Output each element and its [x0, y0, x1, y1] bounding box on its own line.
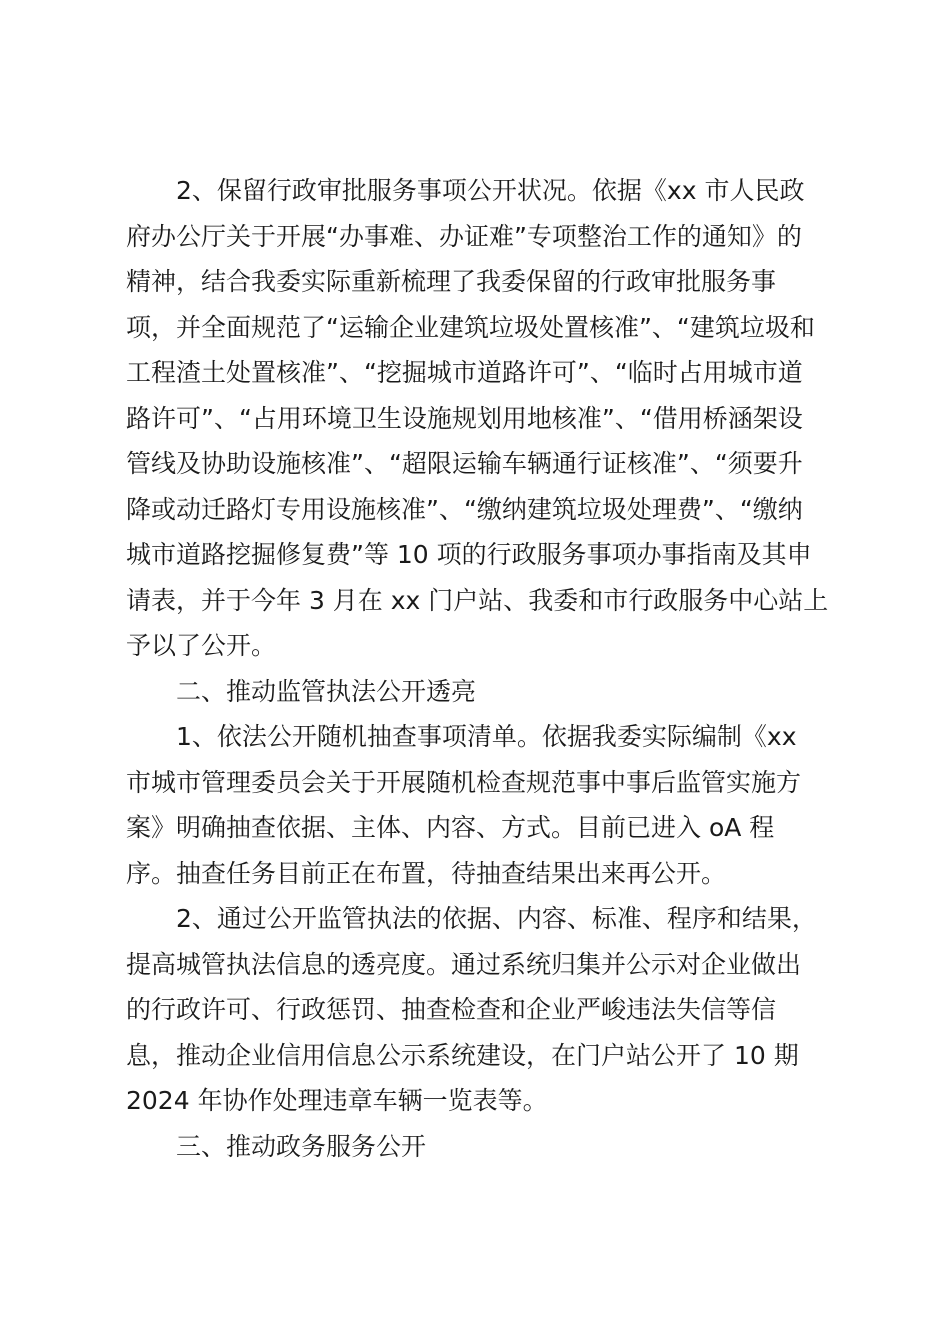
paragraph-line: 工程渣土处置核准”、“挖掘城市道路许可”、“临时占用城市道 — [126, 358, 803, 387]
paragraph-line: 管线及协助设施核准”、“超限运输车辆通行证核准”、“须要升 — [126, 449, 803, 478]
paragraph-line: 案》明确抽查依据、主体、内容、方式。目前已进入 oA 程 — [126, 813, 775, 842]
paragraph-line: 2024 年协作处理违章车辆一览表等。 — [126, 1086, 548, 1115]
section-heading: 三、推动政务服务公开 — [176, 1131, 427, 1161]
paragraph-line: 的行政许可、行政惩罚、抽查检查和企业严峻违法失信等信 — [126, 995, 777, 1024]
paragraph-line: 路许可”、“占用环境卫生设施规划用地核准”、“借用桥涵架设 — [126, 403, 803, 433]
section-heading: 二、推动监管执法公开透亮 — [176, 676, 477, 706]
paragraph-line: 提高城管执法信息的透亮度。通过系统归集并公示对企业做出 — [126, 949, 802, 979]
paragraph-line: 请表，并于今年 3 月在 xx 门户站、我委和市行政服务中心站上 — [126, 585, 829, 615]
paragraph-line: 降或动迁路灯专用设施核准”、“缴纳建筑垃圾处理费”、“缴纳 — [126, 494, 803, 524]
paragraph-line: 城市道路挖掘修复费”等 10 项的行政服务事项办事指南及其申 — [126, 540, 812, 569]
paragraph-line: 1、依法公开随机抽查事项清单。依据我委实际编制《xx — [176, 722, 797, 751]
paragraph-line: 2、通过公开监管执法的依据、内容、标准、程序和结果， — [176, 904, 817, 933]
paragraph-line: 序。抽查任务目前正在布置，待抽查结果出来再公开。 — [126, 858, 727, 888]
paragraph-line: 市城市管理委员会关于开展随机检查规范事中事后监管实施方 — [126, 767, 802, 797]
paragraph-line: 府办公厅关于开展“办事难、办证难”专项整治工作的通知》的 — [126, 221, 802, 251]
paragraph-line: 2、保留行政审批服务事项公开状况。依据《xx 市人民政 — [176, 176, 805, 205]
paragraph-line: 予以了公开。 — [126, 631, 277, 660]
paragraph-line: 项，并全面规范了“运输企业建筑垃圾处置核准”、“建筑垃圾和 — [126, 312, 815, 342]
paragraph-line: 精神，结合我委实际重新梳理了我委保留的行政审批服务事 — [126, 267, 777, 296]
document-body — [126, 168, 838, 1169]
paragraph-line: 息，推动企业信用信息公示系统建设，在门户站公开了 10 期 — [126, 1040, 799, 1070]
